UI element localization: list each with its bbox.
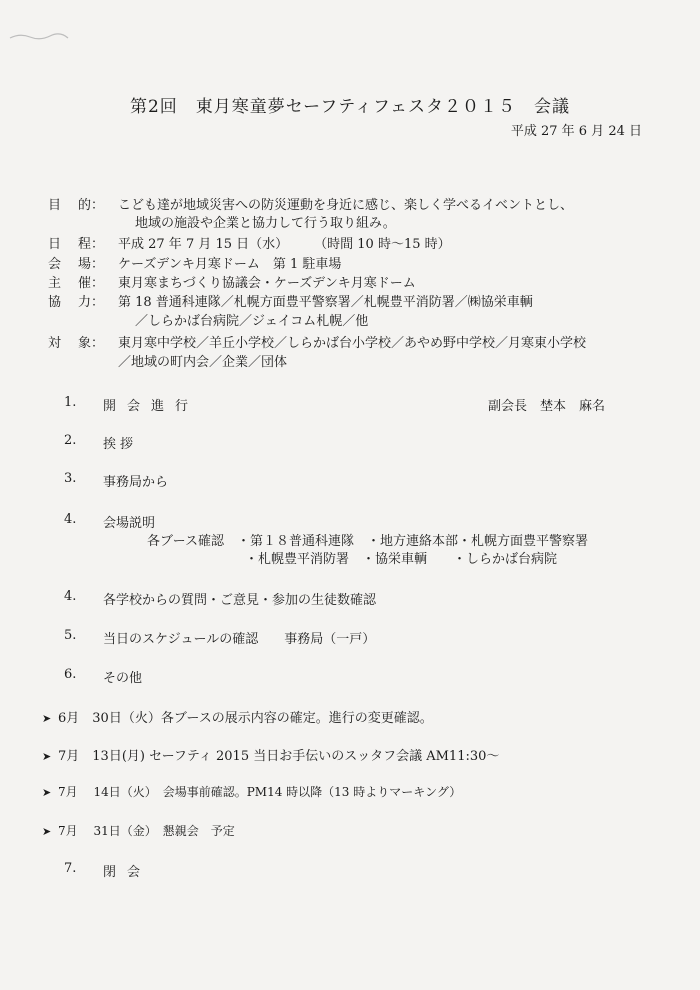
cooperation-text-1: 第 18 普通科連隊／札幌方面豊平警察署／札幌豊平消防署／㈱協栄車輌 — [118, 295, 533, 310]
arrow-icon: ➤ — [42, 712, 52, 725]
schedule-item: ➤ 6月 30日（火）各ブースの展示内容の確定。進行の変更確認。 — [42, 711, 433, 726]
event-date: 平成 27 年 7 月 15 日（水） （時間 10 時～15 時） — [118, 237, 451, 252]
agenda-item-closing: 閉会 — [103, 865, 152, 880]
document-date: 平成 27 年 6 月 24 日 — [510, 124, 642, 139]
target-label: 対 象： — [48, 336, 104, 351]
agenda-number: 6. — [64, 667, 77, 682]
target-text-2: ／地域の町内会／企業／団体 — [118, 355, 288, 370]
target-text-1: 東月寒中学校／羊丘小学校／しらかば台小学校／あやめ野中学校／月寒東小学校 — [118, 336, 587, 351]
booth-list-1: 各ブース確認 ・第１８普通科連隊 ・地方連絡本部・札幌方面豊平警察署 — [147, 534, 588, 549]
cooperation-label: 協 力： — [48, 295, 104, 310]
agenda-opening-presenter: 副会長 埜本 麻名 — [488, 399, 606, 414]
booth-list-2: ・札幌豊平消防署 ・協栄車輌 ・しらかば台病院 — [245, 552, 558, 567]
agenda-number: 5. — [64, 628, 77, 643]
cooperation-text-2: ／しらかば台病院／ジェイコム札幌／他 — [135, 314, 369, 329]
host-text: 東月寒まちづくり協議会・ケーズデンキ月寒ドーム — [118, 276, 416, 291]
agenda-number: 3. — [64, 471, 77, 486]
purpose-text-2: 地域の施設や企業と協力して行う取り組み。 — [135, 216, 396, 231]
document-title: 第2回 東月寒童夢セーフティフェスタ２０１５ 会議 — [129, 97, 571, 117]
purpose-label: 目 的： — [48, 198, 104, 213]
agenda-item-school-questions: 各学校からの質問・ご意見・参加の生徒数確認 — [103, 593, 377, 608]
agenda-number: 4. — [64, 512, 77, 527]
arrow-icon: ➤ — [42, 750, 52, 763]
venue-label: 会 場： — [48, 257, 104, 272]
schedule-item: ➤ 7月 13日(月) セーフティ 2015 当日お手伝いのスッタフ会議 AM11:30～ — [42, 749, 500, 764]
arrow-icon: ➤ — [42, 786, 52, 799]
arrow-icon: ➤ — [42, 825, 52, 838]
pencil-mark — [8, 30, 78, 44]
schedule-label: 日 程： — [48, 237, 104, 252]
agenda-item-schedule-check: 当日のスケジュールの確認 事務局（一戸） — [103, 632, 376, 647]
agenda-item-venue-explanation: 会場説明 — [103, 516, 156, 531]
schedule-item: ➤ 7月 31日（金） 懇親会 予定 — [42, 824, 235, 838]
purpose-text-1: こども達が地域災害への防災運動を身近に感じ、楽しく学べるイベントとし、 — [118, 198, 574, 213]
agenda-item-greeting: 挨拶 — [103, 437, 138, 452]
agenda-number: 7. — [64, 861, 77, 876]
agenda-number: 4. — [64, 589, 77, 604]
schedule-item: ➤ 7月 14日（火） 会場事前確認。PM14 時以降（13 時よりマーキング） — [42, 785, 462, 799]
venue-text: ケーズデンキ月寒ドーム 第 1 駐車場 — [118, 257, 342, 272]
agenda-number: 1. — [64, 395, 77, 410]
agenda-item-secretariat: 事務局から — [103, 475, 169, 490]
agenda-number: 2. — [64, 433, 77, 448]
agenda-item-other: その他 — [103, 671, 143, 686]
host-label: 主 催： — [48, 276, 104, 291]
agenda-item-opening: 開会進行 — [103, 399, 200, 414]
